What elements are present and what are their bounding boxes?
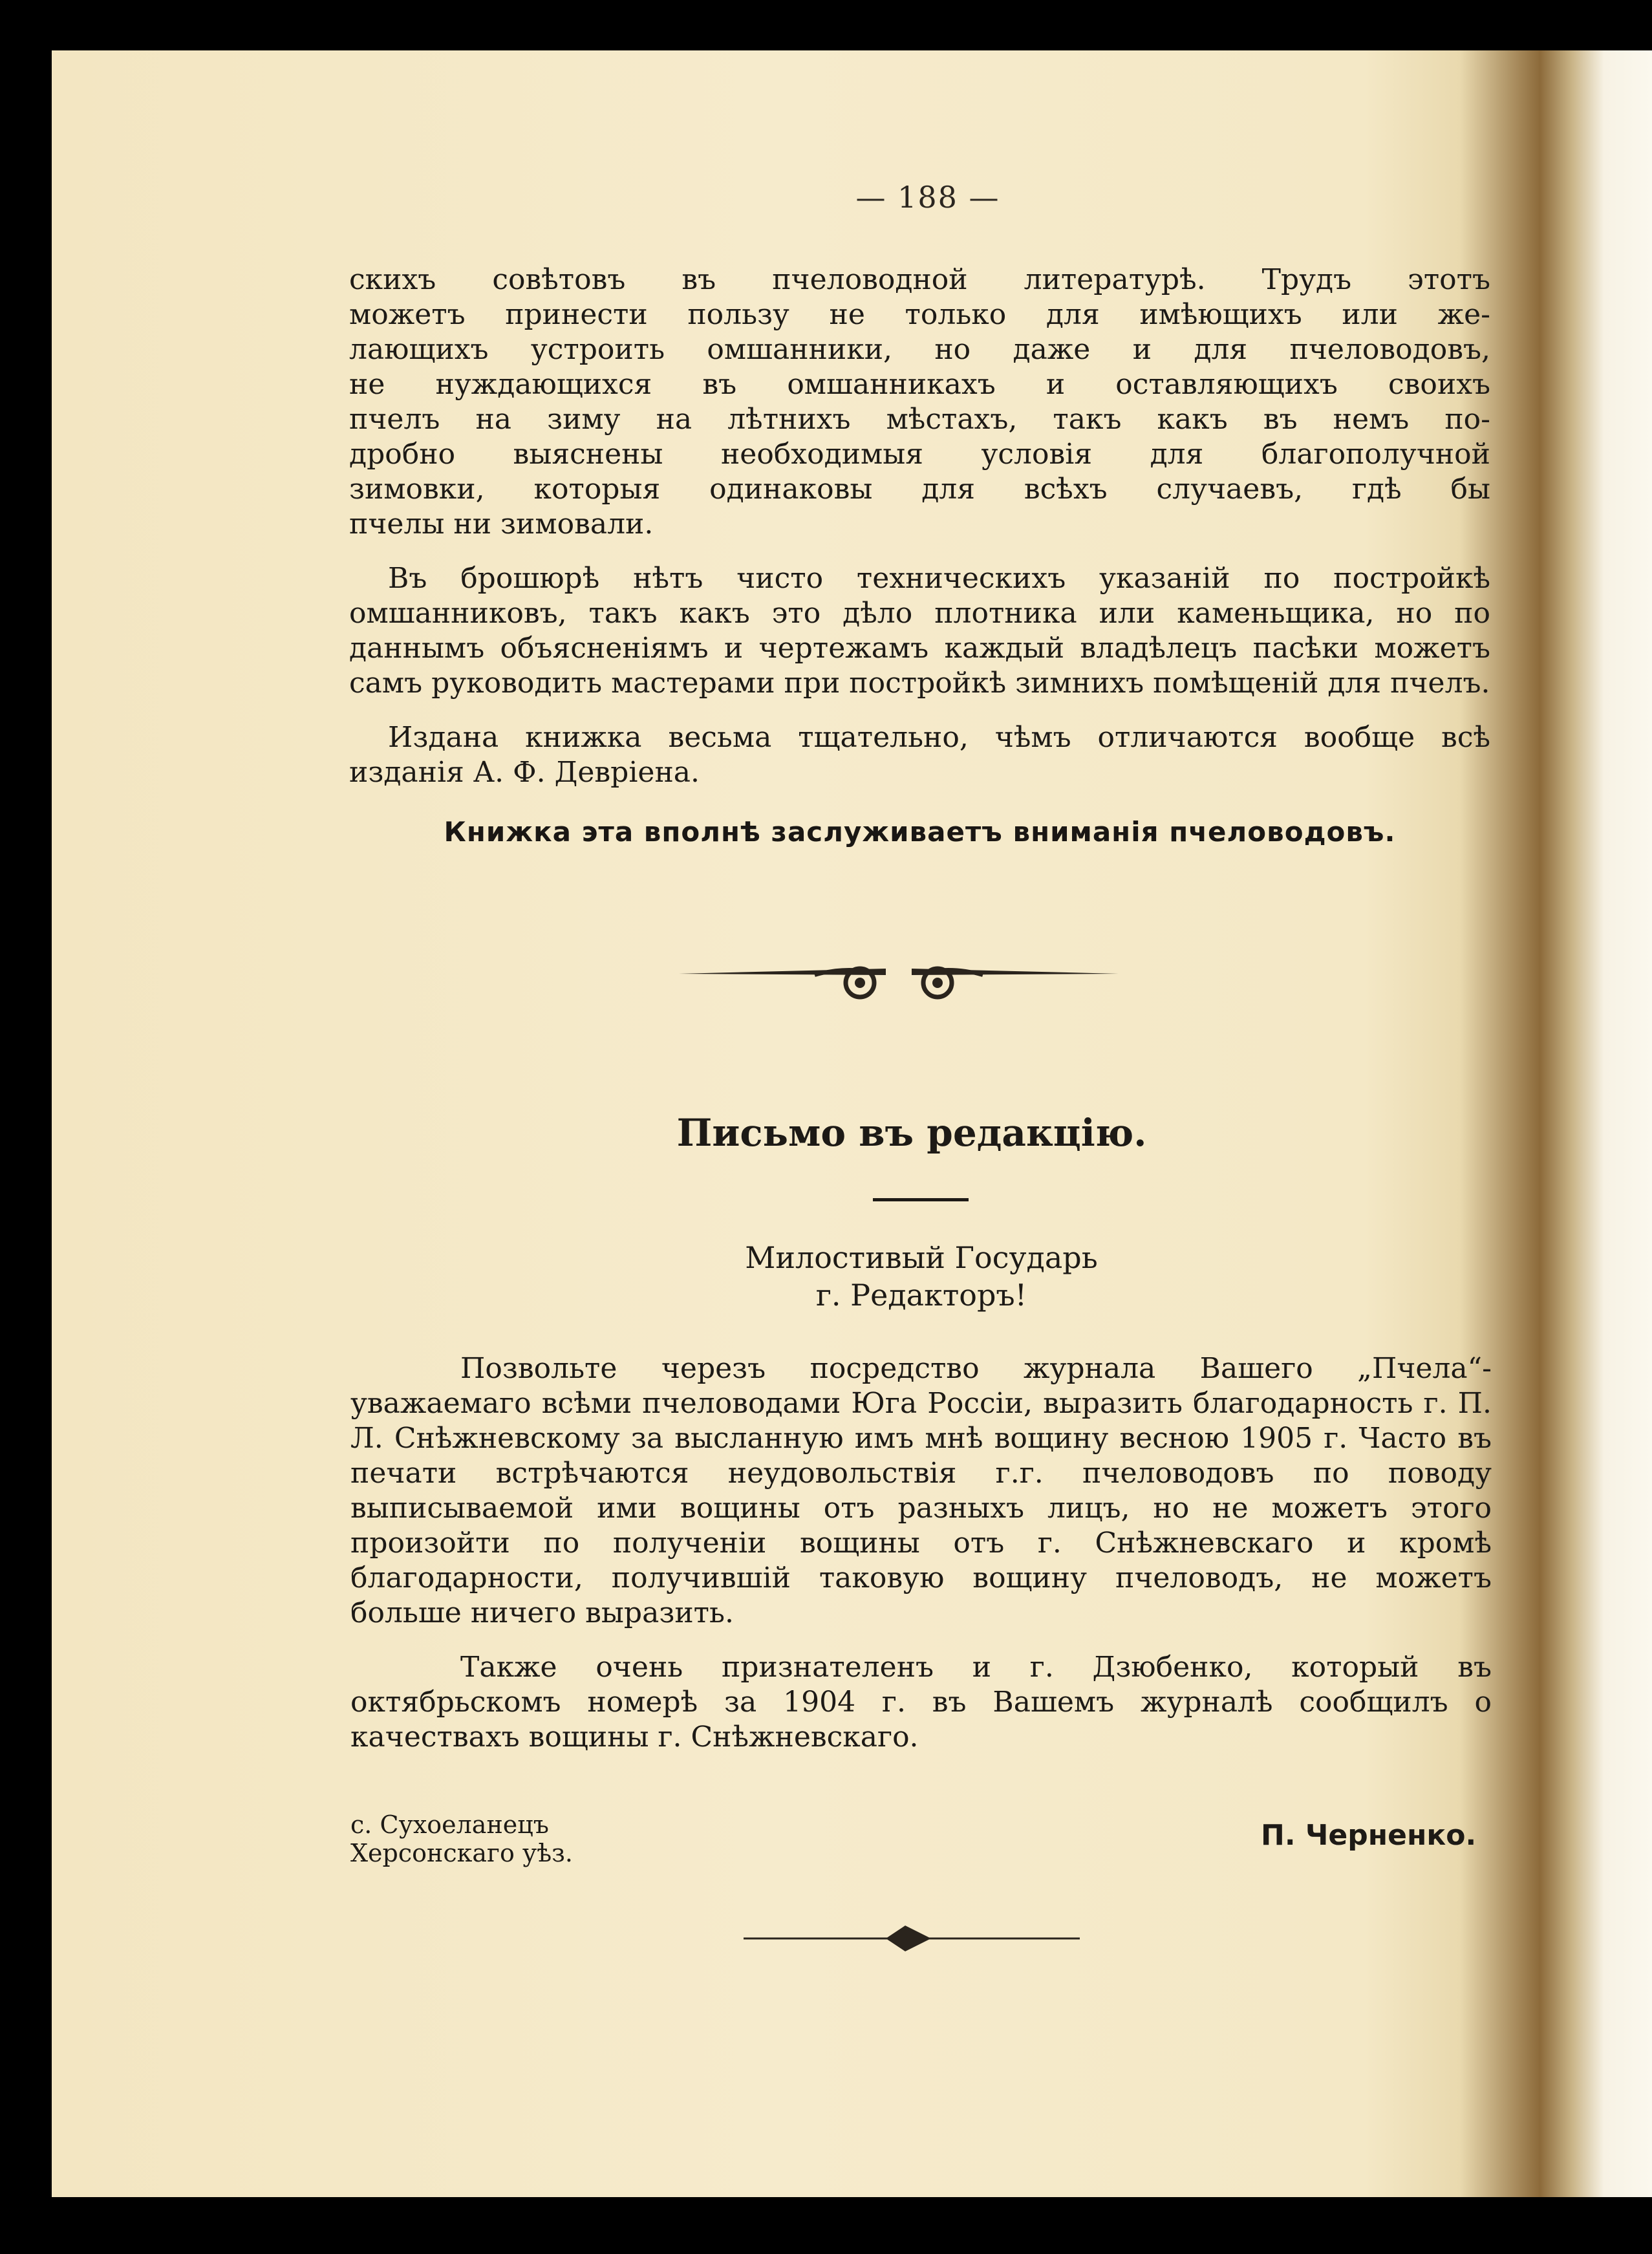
review-conclusion: Книжка эта вполнѣ заслуживаетъ вниманія пчеловодовъ. [444, 816, 1396, 848]
review-paragraph-1 [349, 263, 1490, 542]
review-line: лающихъ устроить омшанники, но даже и для пчеловодовъ, [349, 333, 1490, 366]
review-line: зимовки, которыя одинаковы для всѣхъ случаевъ, гдѣ бы [349, 473, 1490, 506]
review-paragraph-3: Издана книжка весьма тщательно, чѣмъ отличаются вообще всѣ изданія А. Ф. Девріена. [349, 721, 1490, 789]
letter-title: Письмо въ редакцію. [676, 1111, 1147, 1155]
review-paragraph-2: Въ брошюрѣ нѣтъ чисто техническихъ указаній по постройкѣ омшанниковъ, такъ какъ это дѣло плотника или каменьщика, но по даннымъ объясненіямъ и чертежамъ каждый владѣлецъ пасѣки можетъ самъ руководить мастерами при постройкѣ зимнихъ помѣщеній для пчелъ. [349, 562, 1490, 700]
place-line-2: Херсонскаго уѣз. [350, 1839, 573, 1867]
book-page [52, 50, 1652, 2197]
end-divider-icon [744, 1919, 1080, 1958]
letter-body [350, 1351, 1492, 1755]
review-section [349, 263, 1490, 848]
decorative-divider-icon [672, 949, 1125, 1007]
review-line: дробно выяснены необходимыя условія для благополучной [349, 438, 1490, 471]
review-line: скихъ совѣтовъ въ пчеловодной литературѣ. Трудъ этотъ [349, 263, 1490, 296]
salutation-line-2: г. Редакторъ! [815, 1278, 1027, 1313]
letter-paragraph-1: Позвольте черезъ посредство журнала Вашего „Пчела“- уважаемаго всѣми пчеловодами Юга Россіи, выразить благодарность г. П. Л. Снѣжневскому за высланную имъ мнѣ вощину весною 1905 г. Часто въ печати встрѣчаются неудовольствія г.г. пчеловодовъ по поводу выписываемой ими вощины отъ разныхъ лицъ, но не можетъ этого произойти по полученіи вощины отъ г. Снѣжневскаго и кромѣ благодарности, получившій таковую вощину пчеловодъ, не можетъ больше ничего выразить. [350, 1352, 1492, 1629]
review-line: пчелъ на зиму на лѣтнихъ мѣстахъ, такъ какъ въ немъ по- [349, 403, 1490, 436]
letter-signature: П. Черненко. [1261, 1819, 1477, 1852]
review-line: не нуждающихся въ омшанникахъ и оставляющихъ своихъ [349, 368, 1490, 401]
letter-salutation [52, 1239, 1652, 1314]
letter-place [350, 1810, 573, 1867]
review-line: можетъ принести пользу не только для имѣющихъ или же- [349, 298, 1490, 331]
letter-paragraph-2: Также очень признателенъ и г. Дзюбенко, который въ октябрьскомъ номерѣ за 1904 г. въ Вашемъ журналѣ сообщилъ о качествахъ вощины г. Снѣжневскаго. [350, 1651, 1492, 1754]
title-underline [873, 1198, 969, 1201]
place-line-1: с. Сухоеланецъ [350, 1810, 549, 1839]
salutation-line-1: Милостивый Государь [745, 1240, 1098, 1275]
page-number: — 188 — [855, 180, 1000, 215]
review-line: пчелы ни зимовали. [349, 508, 654, 541]
